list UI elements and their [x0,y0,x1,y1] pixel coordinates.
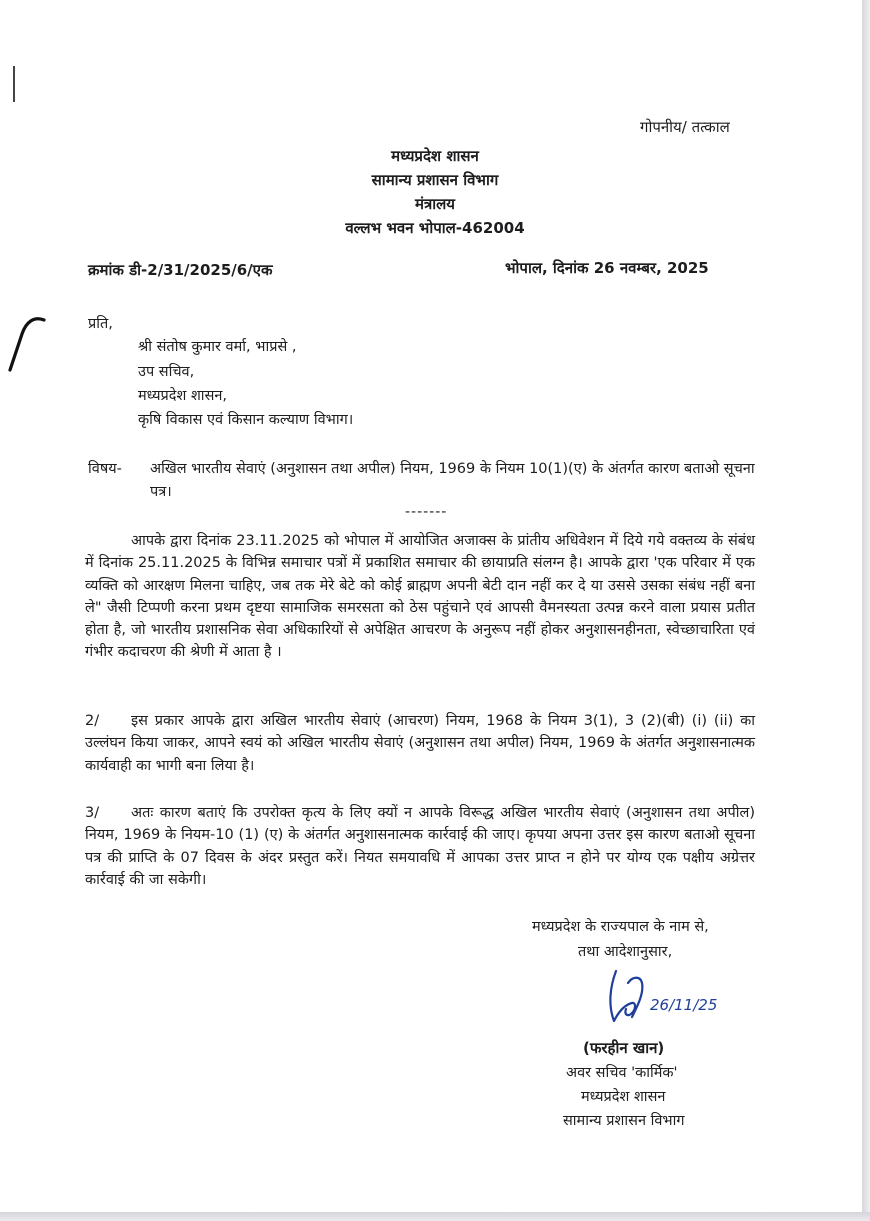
paragraph-3-number: 3/ [85,805,100,821]
subject-label: विषय- [88,461,122,477]
signer-name: (फरहीन खान) [583,1039,665,1057]
subject-text: अखिल भारतीय सेवाएं (अनुशासन तथा अपील) नियम, 1969 के नियम 10(1)(ए) के अंतर्गत कारण बताओ सूचना पत्र। [150,461,755,500]
recipient-name: श्री संतोष कुमार वर्मा, भाप्रसे , [138,339,297,355]
scan-mark [13,66,15,102]
paragraph-1: आपके द्वारा दिनांक 23.11.2025 को भोपाल में आयोजित अजाक्स के प्रांतीय अधिवेशन में दिये गये वक्तव्य के संबंध में दिनांक 25.11.2025 के विभिन्न समाचार पत्रों में प्रकाशित समाचार की छायाप्रति संलग्न है। आपके द्वारा 'एक परिवार में एक व्यक्ति को आरक्षण मिलना चाहिए, जब तक मेरे बेटे को कोई ब्राह्मण अपनी बेटी दान नहीं कर दे या उससे उसका संबंध नहीं बना ले" जैसी टिप्पणी करना प्रथम दृष्टया सामाजिक समरसता को ठेस पहुंचाने एवं आपसी वैमनस्यता उत्पन्न करने वाला प्रयास प्रतीत होता है, जो भारतीय प्रशासनिक सेवा अधिकारियों से अपेक्षित आचरण के अनुरूप नहीं होकर अनुशासनहीनता, स्वेच्छाचारिता एवं गंभीर कदाचरण की श्रेणी में आता है । [85,533,755,661]
paragraph-2-text: इस प्रकार आपके द्वारा अखिल भारतीय सेवाएं (आचरण) नियम, 1968 के नियम 3(1), 3 (2)(बी) (i) (ii) का उल्लंघन किया जाकर, आपने स्वयं को अखिल भारतीय सेवाएं (अनुशासन तथा अपील) नियम, 1969 के अंतर्गत अनुशासनात्मक कार्यवाही का भागी बना लिया है। [85,713,755,774]
paragraph-3 [85,802,755,891]
recipient-government: मध्यप्रदेश शासन, [138,388,228,404]
closing-line-1: मध्यप्रदेश के राज्यपाल के नाम से, [532,919,709,935]
separator: ------- [405,504,448,520]
recipient-designation: उप सचिव, [138,364,195,380]
recipient-prefix: प्रति, [88,316,113,332]
signer-government: मध्यप्रदेश शासन [581,1089,666,1105]
header-address: वल्लभ भवन भोपाल-462004 [345,219,525,237]
signer-designation: अवर सचिव 'कार्मिक' [566,1065,678,1081]
classification-label: गोपनीय/ तत्काल [640,118,730,136]
page-edge-right [862,0,870,1221]
paragraph-3-text: अतः कारण बताएं कि उपरोक्त कृत्य के लिए क्यों न आपके विरूद्ध अखिल भारतीय सेवाएं (अनुशासन तथा अपील) नियम, 1969 के नियम-10 (1) (ए) के अंतर्गत अनुशासनात्मक कार्रवाई की जाए। कृपया अपना उत्तर इस कारण बताओ सूचना पत्र की प्राप्ति के 07 दिवस के अंदर प्रस्तुत करें। नियत समयावधि में आपका उत्तर प्राप्त न होने पर योग्य एक पक्षीय अग्रेत्तर कार्रवाई की जा सकेगी। [85,805,755,888]
paragraph-2-number: 2/ [85,713,100,729]
header-government: मध्यप्रदेश शासन [391,147,479,165]
place-date: भोपाल, दिनांक 26 नवम्बर, 2025 [505,259,709,277]
signer-department: सामान्य प्रशासन विभाग [563,1113,685,1129]
paragraph-2 [85,710,755,777]
signature-icon [602,965,732,1035]
signature-date: 26/11/25 [650,996,718,1014]
page-edge-bottom [0,1212,870,1221]
header-secretariat: मंत्रालय [414,195,455,213]
order-number: क्रमांक डी-2/31/2025/6/एक [88,261,273,279]
pen-mark-icon [4,312,48,374]
closing-line-2: तथा आदेशानुसार, [578,944,673,960]
header-department: सामान्य प्रशासन विभाग [371,171,499,189]
recipient-department: कृषि विकास एवं किसान कल्याण विभाग। [138,412,354,428]
